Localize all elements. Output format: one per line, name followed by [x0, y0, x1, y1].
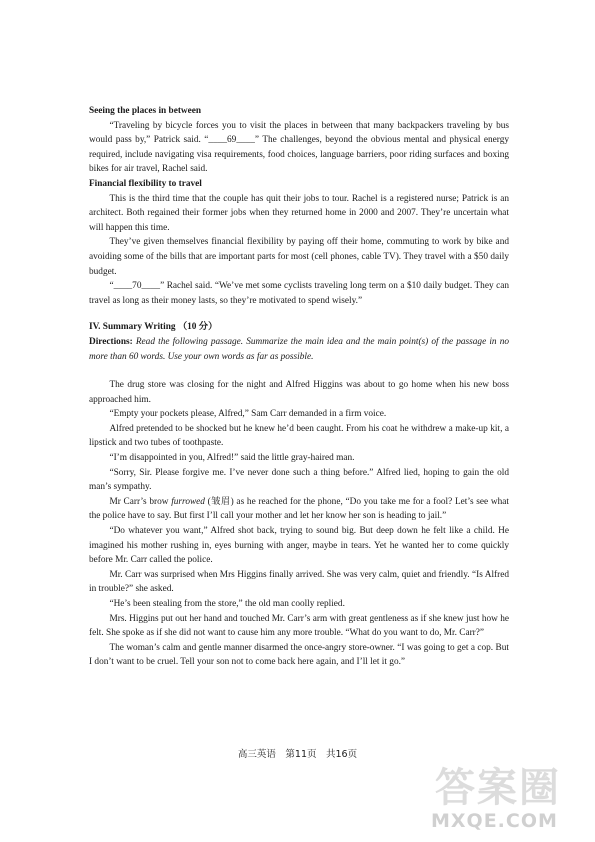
paragraph-finance-1: This is the third time that the couple has quit their jobs to tour. Rachel is a registered nurse; Patrick is an architect. Both regained their former jobs when they returned home in 2000 and 2007. They’re uncertain what will happen this time.: [89, 193, 509, 233]
furrowed-after: as he reached for the phone, “Do you take me for a fool? Let’s see what the police have to say. But first I’ll call your mother and let her know her son is heading to jail.”: [89, 496, 509, 522]
story-paragraph: “Sorry, Sir. Please forgive me. I’ve never done such a thing before.” Alfred lied, hoping to gain the old man’s sympathy.: [89, 467, 509, 493]
story-paragraph: Alfred pretended to be shocked but he knew he’d been caught. From his coat he withdrew a make-up kit, a lipstick and two tubes of toothpaste.: [89, 423, 509, 449]
story-paragraph: “He’s been stealing from the store,” the old man coolly replied.: [109, 599, 345, 609]
furrowed-before: Mr Carr’s brow: [109, 496, 172, 507]
furrowed-gloss: (皱眉): [204, 496, 234, 507]
summary-heading: IV. Summary Writing （10 分）: [89, 322, 218, 333]
section-heading-finance: Financial flexibility to travel: [89, 178, 202, 189]
watermark-url: MXQE.COM: [431, 810, 558, 832]
directions-text: Read the following passage. Summarize the main idea and the main point(s) of the passage in no more than 60 words. Use your own words as far as possible.: [89, 336, 509, 362]
story-paragraph: “Do whatever you want,” Alfred shot back, trying to sound big. But deep down he felt like a child. He imagined his mother rushing in, eyes burning with anger, maybe in tears. Yet he wanted her to come quickly before Mr. Carr called the police.: [89, 526, 509, 566]
story-paragraph: “Empty your pockets please, Alfred,” Sam Carr demanded in a firm voice.: [109, 409, 387, 420]
watermark-logo: [425, 752, 585, 836]
story-paragraph-furrowed: [89, 495, 509, 524]
spacer: [89, 364, 509, 378]
document-body: [89, 104, 509, 670]
paragraph-finance-3: “____70____” Rachel said. “We’ve met some cyclists traveling long term on a $10 daily budget. They can travel as long as their money lasts, so they’re motivated to spend wisely.”: [89, 281, 509, 306]
story-paragraph: “I’m disappointed in you, Alfred!” said the little gray-haired man.: [109, 453, 355, 464]
story-paragraph: Mr. Carr was surprised when Mrs Higgins finally arrived. She was very calm, quiet and friendly. “Is Alfred in trouble?” she asked.: [89, 569, 509, 595]
directions: [89, 335, 509, 364]
directions-label: Directions:: [89, 336, 133, 347]
furrowed-word: furrowed: [171, 496, 205, 507]
story-paragraph: The drug store was closing for the night and Alfred Higgins was about to go home when his new boss approached him.: [89, 380, 509, 405]
spacer: [89, 308, 509, 320]
watermark-logo-text: 答案圈: [435, 765, 561, 811]
paragraph-places-1: “Traveling by bicycle forces you to visit the places in between that many backpackers traveling by bus would pass by,” Patrick said. “____69____” The challenges, beyond the obvious mental and physical energy required, include navigating visa requirements, food choices, language barriers, poor riding surfaces and boxing bikes for air travel, Rachel said.: [89, 120, 509, 175]
page-footer: 高三英语 第11页 共16页: [237, 749, 358, 760]
section-heading-places: Seeing the places in between: [89, 106, 202, 116]
paragraph-finance-2: They’ve given themselves financial flexibility by paying off their home, commuting to work by bike and avoiding some of the bills that are important parts for most (cell phones, cable TV). They travel with a $50 daily budget.: [89, 237, 509, 277]
story-paragraph: Mrs. Higgins put out her hand and touched Mr. Carr’s arm with great gentleness as if she knew just how he felt. She spoke as if she did not want to cause him any more trouble. “What do you want to do, Mr. Carr?”: [89, 613, 509, 639]
story-paragraph: The woman’s calm and gentle manner disarmed the once-angry store-owner. “I was going to get a cop. But I don’t want to be cruel. Tell your son not to come back here again, and I’ll let it go.”: [89, 642, 509, 668]
